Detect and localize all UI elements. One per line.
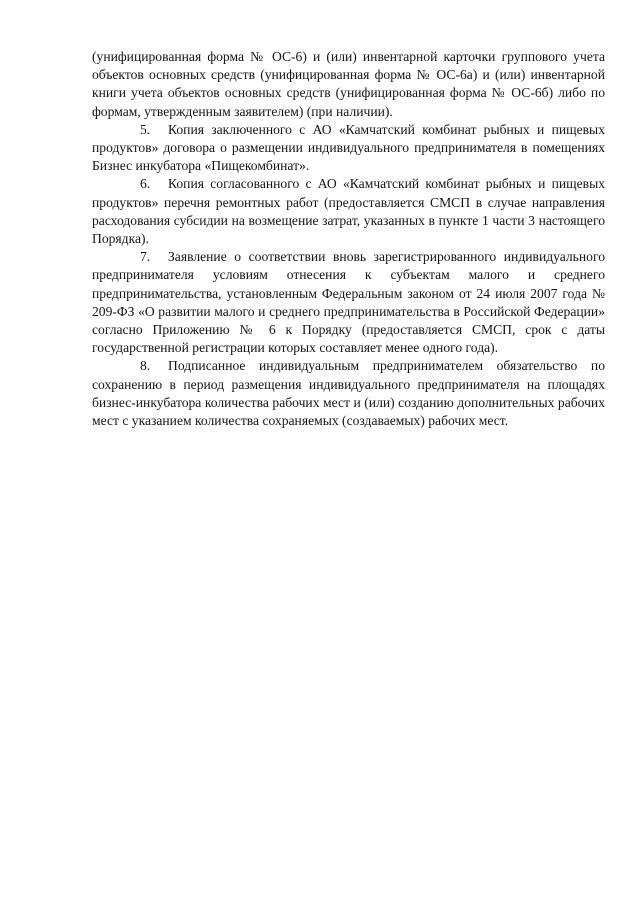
list-item-number: 7. <box>140 249 151 265</box>
list-item-number: 8. <box>140 358 151 374</box>
continuation-paragraph: (унифицированная форма № ОС-6) и (или) инвентарной карточки группового учета объектов основных средств (унифицированная форма № ОС-6а) и (или) инвентарной книги учета объектов основных средств (унифицированная форма № ОС-6б) либо по формам, утвержденным заявителем) (при наличии). <box>92 49 605 119</box>
document-page <box>92 48 605 430</box>
list-item-8 <box>92 357 605 430</box>
list-item-text: Копия согласованного с АО «Камчатский комбинат рыбных и пищевых продуктов» перечня ремонтных работ (предоставляется СМСП в случае направления расходования субсидии на возмещение затрат, указанных в пункте 1 части 3 настоящего Порядка). <box>92 176 605 247</box>
list-item-6 <box>92 175 605 248</box>
list-item-number: 6. <box>140 176 151 192</box>
list-item-7 <box>92 248 605 357</box>
list-item-text: Заявление о соответствии вновь зарегистрированного индивидуального предпринимателя условиям отнесения к субъектам малого и среднего предпринимательства, установленным Федеральным законом от 24 июля 2007 года № 209-ФЗ «О развитии малого и среднего предпринимательства в Российской Федерации» согласно Приложению № 6 к Порядку (предоставляется СМСП, срок с даты государственной регистрации которых составляет менее одного года). <box>92 249 605 356</box>
list-item-5 <box>92 121 605 176</box>
list-item-text: Подписанное индивидуальным предпринимателем обязательство по сохранению в период размещения индивидуального предпринимателя на площадях бизнес-инкубатора количества рабочих мест и (или) созданию дополнительных рабочих мест с указанием количества сохраняемых (создаваемых) рабочих мест. <box>92 358 605 429</box>
list-item-text: Копия заключенного с АО «Камчатский комбинат рыбных и пищевых продуктов» договора о размещении индивидуального предпринимателя в помещениях Бизнес инкубатора «Пищекомбинат». <box>92 121 605 174</box>
list-item-number: 5. <box>140 121 151 137</box>
